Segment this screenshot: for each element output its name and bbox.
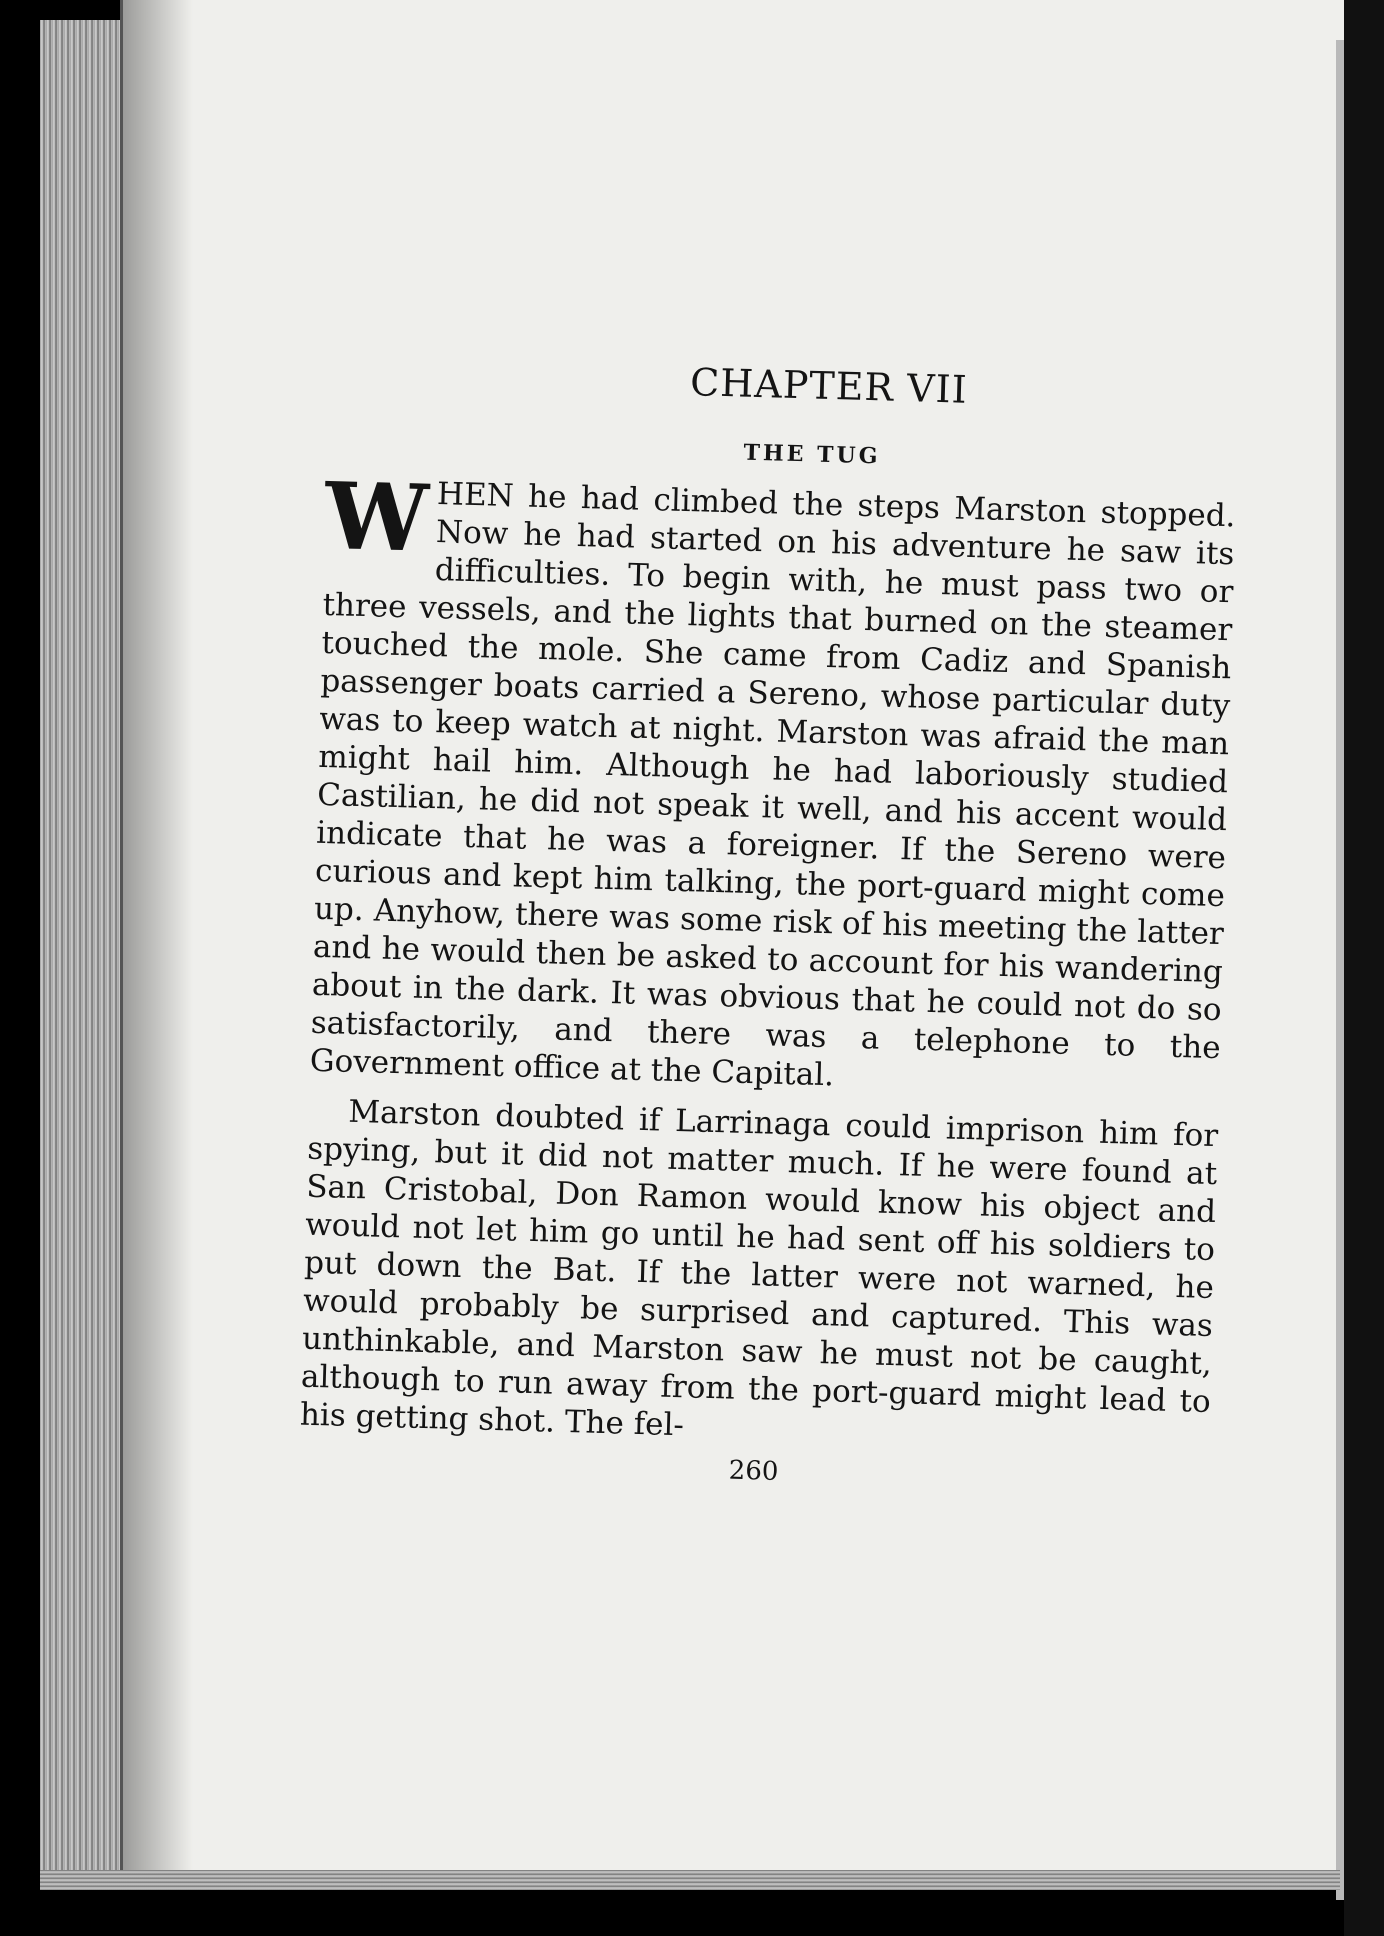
scan-border	[1344, 0, 1384, 1936]
chapter-heading: CHAPTER VII	[689, 360, 969, 412]
paragraph-1-text: HEN he had climbed the steps Marston stopped. Now he had started on his adventure he saw its difficulties. To begin with, he must pass two or three vessels, and the lights that burned on the steamer touched the mole. She came from Cadiz and Spanish passenger boats carried a Sereno, whose particular duty was to keep watch at night. Marston was afraid the man might hail him. Although he had laboriously studied Castilian, he did not speak it well, and his accent would indicate that he was a foreigner. If the Sereno were curious and kept him talking, the port-guard might come up. Anyhow, there was some risk of his meeting the latter and he would then be asked to account for his wandering about in the dark. It was obvious that he could not do so satisfactorily, and there was a telephone to the Government office at the Capital.	[309, 476, 1236, 1094]
page-number: 260	[728, 1455, 779, 1487]
paragraph-2: Marston doubted if Larrinaga could imprison him for spying, but it did not matter much. If he were found at San Cristobal, Don Ramon would know his object and would not let him go until he had sent off his soldiers to put down the Bat. If the latter were not warned, he would probably be surprised and captured. This was unthinkable, and Marston saw he must not be caught, although to run away from the port-guard might lead to his getting shot. The fel-	[299, 1093, 1219, 1444]
gutter-shadow	[123, 0, 193, 1890]
drop-cap: W	[323, 461, 430, 573]
right-page-edge	[1336, 40, 1344, 1900]
chapter-title: THE TUG	[743, 439, 881, 470]
page-text	[298, 340, 1239, 1499]
paragraph-1	[309, 461, 1236, 1105]
bottom-page-edges	[40, 1870, 1340, 1890]
